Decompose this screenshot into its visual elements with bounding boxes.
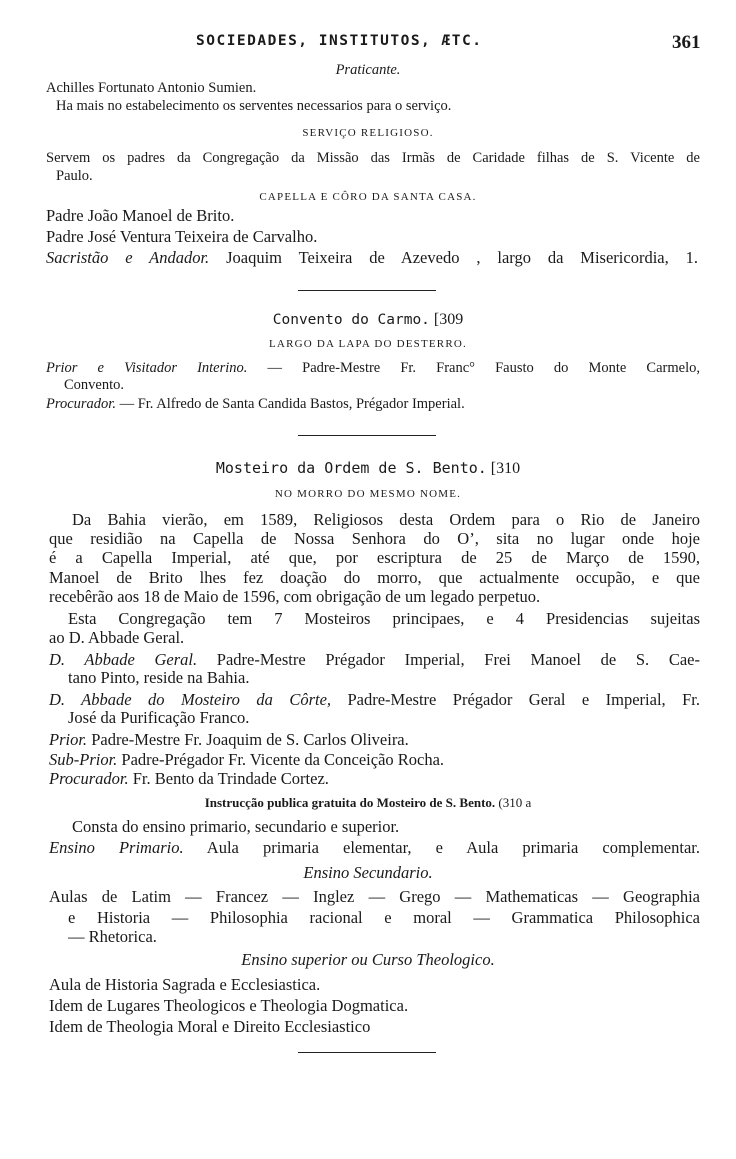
- paragraph-line: tano Pinto, reside na Bahia.: [68, 668, 250, 687]
- role-text: — Padre-Mestre Fr. Franc° Fausto do Monte Carmelo,: [247, 360, 700, 376]
- person-entry: [49, 732, 409, 749]
- address-subtitle: LARGO DA LAPA DO DESTERRO.: [269, 338, 467, 350]
- paragraph-line: recebêrão aos 18 de Maio de 1596, com obrigação de um legado perpetuo.: [49, 587, 541, 606]
- paragraph-line: é a Capella Imperial, até que, por escriptura de 25 de Março de 1590,: [49, 548, 700, 567]
- section-divider: [298, 435, 436, 436]
- role-label: Procurador.: [46, 396, 116, 412]
- paragraph-line: — Rhetorica.: [68, 927, 157, 946]
- role-text: Padre-Prégador Fr. Vicente da Conceição Rocha.: [117, 750, 445, 769]
- list-item: Idem de Theologia Moral e Direito Ecclesiastico: [49, 1017, 371, 1036]
- role-text: Padre-Mestre Prégador Imperial, Frei Manoel de S. Cae-: [197, 650, 700, 669]
- role-text: Aula primaria elementar, e Aula primaria complementar.: [183, 838, 700, 857]
- role-text: Padre-Mestre Prégador Geral e Imperial, Fr.: [331, 690, 700, 709]
- role-label: D. Abbade Geral.: [49, 650, 198, 669]
- institution-title: [0, 312, 736, 328]
- role-label: D. Abbade do Mosteiro da Côrte,: [49, 690, 332, 709]
- paragraph-line: Paulo.: [56, 168, 93, 184]
- reference-number: [309: [433, 311, 464, 328]
- paragraph-line: [49, 840, 700, 857]
- address-subtitle: NO MORRO DO MESMO NOME.: [274, 488, 462, 500]
- role-text: Fr. Bento da Trindade Cortez.: [128, 769, 329, 788]
- role-label: Prior e Visitador Interino.: [46, 360, 248, 376]
- paragraph-line: Da Bahia vierão, em 1589, Religiosos desta Ordem para o Rio de Janeiro: [72, 510, 700, 529]
- list-item: Idem de Lugares Theologicos e Theologia Dogmatica.: [49, 996, 409, 1015]
- role-label: Ensino Primario.: [49, 838, 184, 857]
- role-text: Joaquim Teixeira de Azevedo , largo da Misericordia, 1.: [209, 248, 698, 267]
- title-text: Mosteiro da Ordem de S. Bento.: [215, 459, 487, 477]
- paragraph-line: que residião na Capella de Nossa Senhora do O’, sita no lugar onde hoje: [49, 529, 700, 548]
- role-text: Padre-Mestre Fr. Joaquim de S. Carlos Oliveira.: [87, 730, 409, 749]
- paragraph-line: José da Purificação Franco.: [68, 708, 250, 727]
- role-label: Procurador.: [49, 769, 129, 788]
- person-entry: Padre João Manoel de Brito.: [46, 206, 235, 225]
- section-heading: SERVIÇO RELIGIOSO.: [302, 127, 434, 139]
- person-entry: [46, 397, 465, 412]
- title-text: Instrucção publica gratuita do Mosteiro de S. Bento.: [204, 795, 496, 810]
- subsection-heading: Ensino superior ou Curso Theologico.: [241, 950, 495, 969]
- running-header: SOCIEDADES, INSTITUTOS, ÆTC.: [196, 33, 483, 49]
- person-entry: [46, 361, 700, 376]
- paragraph-line: Consta do ensino primario, secundario e superior.: [72, 817, 400, 836]
- section-heading: CAPELLA E CÔRO DA SANTA CASA.: [259, 191, 477, 203]
- list-item: Aula de Historia Sagrada e Ecclesiastica.: [49, 975, 321, 994]
- person-entry: Achilles Fortunato Antonio Sumien.: [46, 80, 257, 96]
- paragraph-line: Servem os padres da Congregação da Missão das Irmãs de Caridade filhas de S. Vicente de: [46, 150, 700, 166]
- paragraph-line: e Historia — Philosophia racional e moral — Grammatica Philosophica: [68, 908, 700, 927]
- institution-title: [0, 461, 736, 477]
- role-text: — Fr. Alfredo de Santa Candida Bastos, Prégador Imperial.: [115, 396, 465, 412]
- reference-number: [310: [490, 460, 521, 477]
- role-label: Prior.: [49, 730, 88, 749]
- role-label: Sub-Prior.: [49, 750, 118, 769]
- subsection-heading: Ensino Secundario.: [303, 863, 433, 882]
- person-entry: [46, 250, 698, 267]
- reference-number: (310 a: [498, 795, 532, 810]
- person-entry: [49, 652, 700, 669]
- note-text: Ha mais no estabelecimento os serventes necessarios para o serviço.: [56, 98, 452, 114]
- title-text: Convento do Carmo.: [272, 312, 430, 328]
- person-entry: [49, 771, 329, 788]
- paragraph-line: Aulas de Latim — Francez — Inglez — Grego — Mathematicas — Geographia: [49, 887, 700, 906]
- paragraph-line: Manoel de Brito lhes fez doação do morro, que actualmente occupão, e que: [49, 568, 700, 587]
- section-divider: [298, 290, 436, 291]
- paragraph-line: Esta Congregação tem 7 Mosteiros principaes, e 4 Presidencias sujeitas: [68, 609, 700, 628]
- section-divider: [298, 1052, 436, 1053]
- page-number: 361: [672, 32, 701, 53]
- paragraph-line: Convento.: [64, 377, 125, 393]
- section-heading: Praticante.: [335, 62, 401, 78]
- person-entry: Padre José Ventura Teixeira de Carvalho.: [46, 227, 318, 246]
- role-label: Sacristão e Andador.: [46, 248, 210, 267]
- subsection-title: [0, 796, 736, 809]
- paragraph-line: ao D. Abbade Geral.: [49, 628, 185, 647]
- person-entry: [49, 692, 700, 709]
- person-entry: [49, 752, 444, 769]
